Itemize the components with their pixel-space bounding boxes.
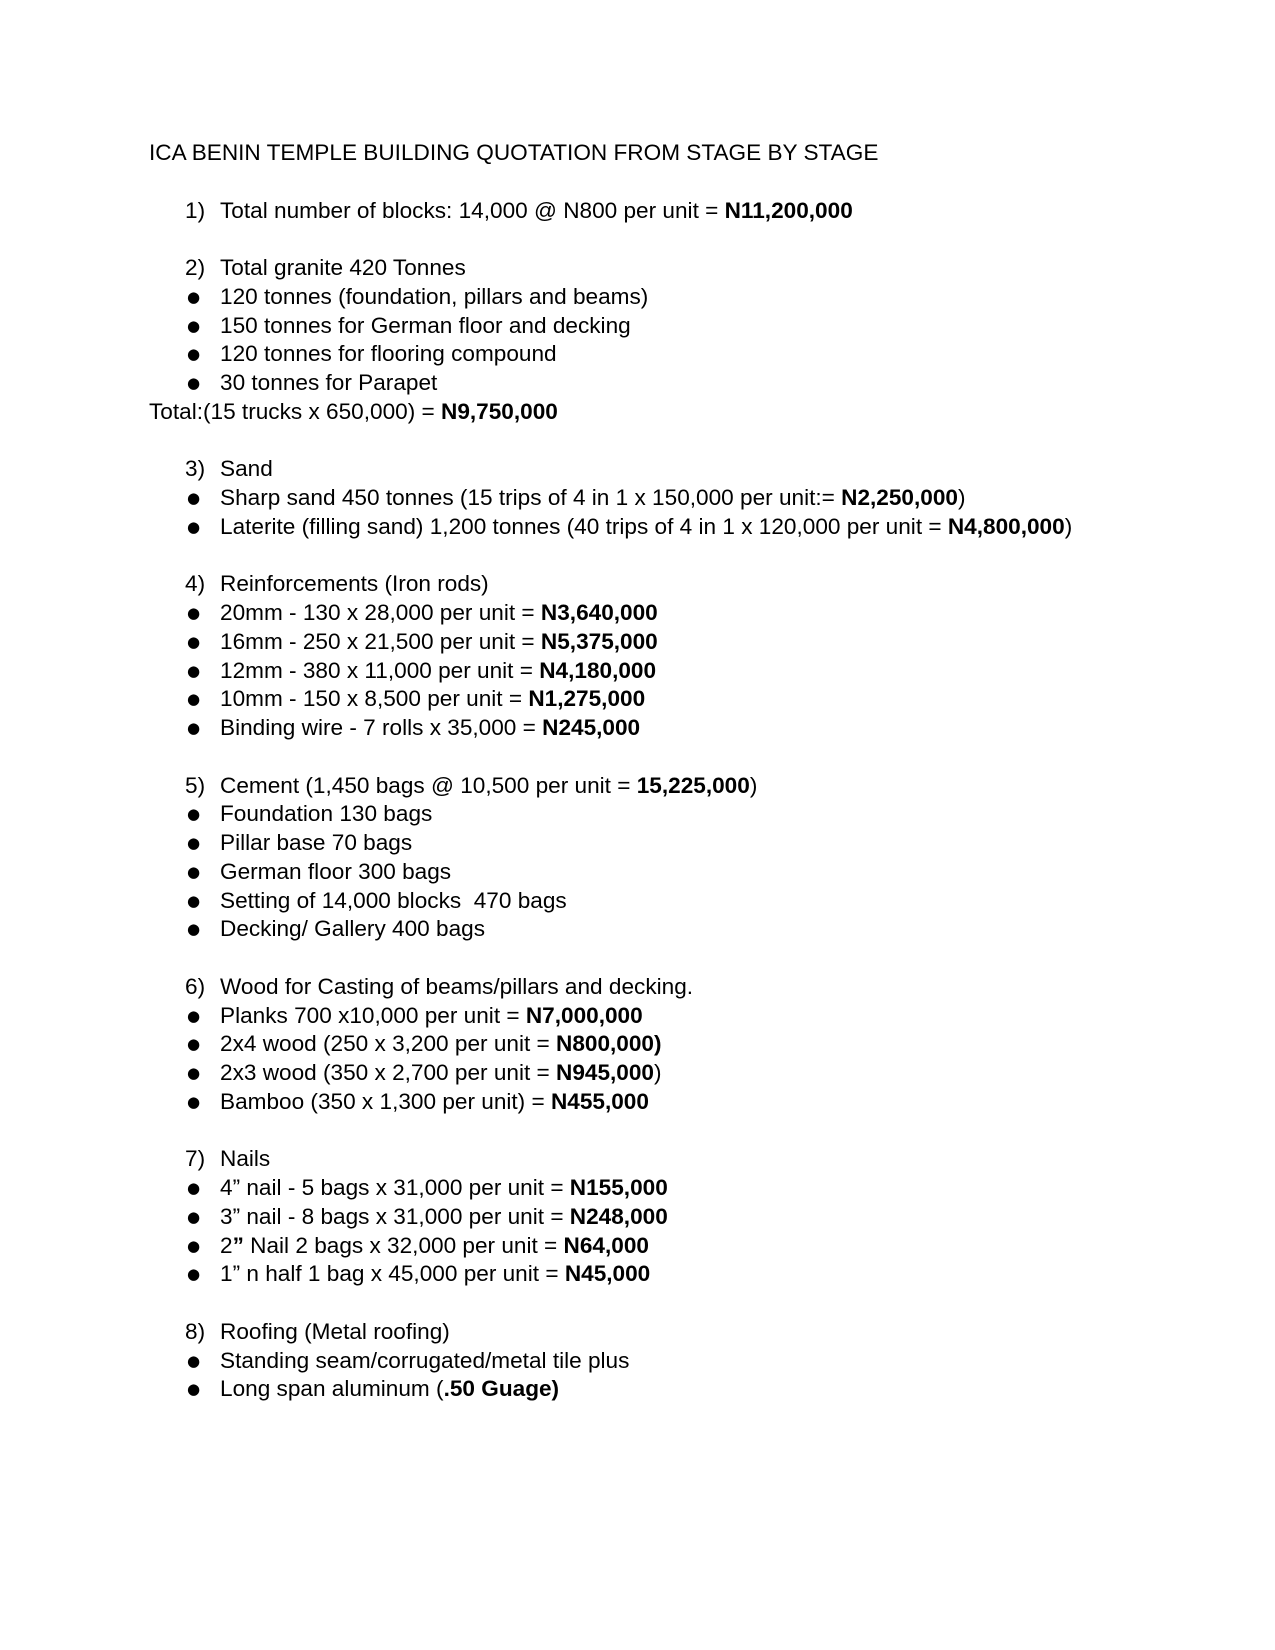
list-item-bullet — [149, 1232, 1215, 1261]
amount-bold-text: N9,750,000 — [441, 398, 558, 424]
list-item-bullet — [149, 340, 1215, 369]
line-text: 16mm - 250 x 21,500 per unit = — [220, 628, 541, 654]
line-text: ) — [654, 1060, 662, 1085]
line-text: 4” nail - 5 bags x 31,000 per unit = — [220, 1175, 570, 1200]
list-item-bullet — [149, 800, 1215, 829]
bullet-icon: ● — [187, 1351, 201, 1370]
section-total-line — [149, 398, 1215, 427]
amount-bold-text: .50 Guage) — [443, 1376, 560, 1402]
list-item-bullet — [149, 887, 1215, 916]
line-text: 120 tonnes (foundation, pillars and beams) — [220, 283, 649, 309]
list-item-numbered — [149, 570, 1215, 599]
list-number: 2) — [185, 255, 206, 280]
list-item-bullet — [149, 714, 1215, 743]
line-text: Reinforcements (Iron rods) — [220, 571, 489, 597]
bullet-icon: ● — [187, 1179, 201, 1197]
line-text: 2x3 wood (350 x 2,700 per unit = — [220, 1060, 556, 1085]
amount-bold-text: N1,275,000 — [528, 686, 646, 712]
document-title: ICA BENIN TEMPLE BUILDING QUOTATION FROM STAGE BY STAGE — [149, 140, 879, 165]
list-item-bullet — [149, 312, 1215, 341]
line-text: Nails — [220, 1146, 271, 1172]
bullet-icon: ● — [187, 891, 201, 910]
list-item-bullet — [149, 1174, 1215, 1203]
amount-bold-text: N11,200,000 — [724, 197, 853, 223]
list-item-numbered — [149, 254, 1215, 283]
line-text: 2 — [220, 1232, 233, 1258]
bullet-icon: ● — [187, 1006, 201, 1025]
list-number: 3) — [185, 456, 206, 482]
list-item-bullet — [149, 283, 1215, 312]
amount-bold-text: N245,000 — [542, 715, 641, 740]
line-text: ) — [749, 772, 758, 798]
amount-bold-text: N4,800,000 — [947, 513, 1065, 539]
bullet-icon: ● — [187, 834, 201, 852]
bullet-icon: ● — [187, 604, 201, 622]
bullet-icon: ● — [187, 1064, 201, 1082]
list-item-bullet — [149, 1030, 1215, 1059]
line-text: Nail 2 bags x 32,000 per unit = — [243, 1232, 564, 1258]
blank-line — [149, 944, 1215, 973]
amount-bold-text: N248,000 — [569, 1203, 668, 1229]
line-text: 1” n half 1 bag x 45,000 per unit = — [220, 1261, 565, 1287]
list-item-bullet — [149, 1059, 1215, 1088]
amount-bold-text: N4,180,000 — [539, 657, 657, 683]
list-item-bullet — [149, 685, 1215, 714]
bullet-icon: ● — [187, 517, 201, 536]
blank-line — [149, 1289, 1215, 1318]
line-text: Standing seam/corrugated/metal tile plus — [220, 1347, 630, 1373]
list-item-bullet — [149, 1203, 1215, 1232]
line-text: Total granite 420 Tonnes — [220, 255, 466, 280]
list-item-bullet — [149, 1088, 1215, 1117]
list-item-bullet — [149, 829, 1215, 858]
bullet-icon: ● — [187, 632, 201, 651]
bullet-icon: ● — [187, 1035, 201, 1054]
list-item-numbered — [149, 197, 1215, 226]
list-item-bullet — [149, 1347, 1215, 1376]
list-item-numbered — [149, 1145, 1215, 1174]
blank-line — [149, 225, 1215, 254]
bullet-icon: ● — [187, 920, 201, 939]
line-text: Long span aluminum ( — [220, 1376, 444, 1402]
bullet-icon: ● — [187, 1236, 201, 1255]
list-number: 5) — [185, 772, 206, 798]
bullet-icon: ● — [187, 316, 201, 335]
line-text: Total number of blocks: 14,000 @ N800 per unit = — [220, 197, 725, 223]
list-item-bullet — [149, 657, 1215, 686]
list-item-bullet — [149, 1375, 1215, 1404]
list-number: 1) — [185, 197, 206, 223]
line-text: ) — [1064, 513, 1073, 539]
line-text: Binding wire - 7 rolls x 35,000 = — [220, 715, 543, 740]
list-item-bullet — [149, 369, 1215, 398]
line-text: Sand — [220, 456, 273, 482]
line-text: Decking/ Gallery 400 bags — [220, 916, 485, 942]
bullet-icon: ● — [187, 345, 201, 364]
amount-bold-text: N2,250,000 — [841, 485, 958, 510]
list-number: 4) — [185, 571, 206, 597]
amount-bold-text: N455,000 — [550, 1088, 649, 1114]
bullet-icon: ● — [187, 1092, 201, 1111]
line-text: German floor 300 bags — [220, 858, 452, 884]
bullet-icon: ● — [187, 374, 201, 392]
list-item-bullet — [149, 484, 1215, 513]
bullet-icon: ● — [187, 1265, 201, 1284]
bullet-icon: ● — [187, 1207, 201, 1226]
line-text: 20mm - 130 x 28,000 per unit = — [220, 600, 541, 625]
amount-bold-text: 15,225,000 — [636, 772, 750, 798]
line-text: Roofing (Metal roofing) — [220, 1318, 450, 1344]
list-item-numbered — [149, 1318, 1215, 1347]
list-item-bullet — [149, 628, 1215, 657]
line-text: Sharp sand 450 tonnes (15 trips of 4 in 1 x 150,000 per unit:= — [220, 485, 842, 510]
amount-bold-text: N5,375,000 — [540, 628, 658, 654]
line-text: Laterite (filling sand) 1,200 tonnes (40 trips of 4 in 1 x 120,000 per unit = — [220, 513, 948, 539]
line-text: Cement (1,450 bags @ 10,500 per unit = — [220, 772, 637, 798]
line-text: Total:(15 trucks x 650,000) = — [149, 398, 441, 424]
list-number: 8) — [185, 1318, 206, 1344]
line-text: 10mm - 150 x 8,500 per unit = — [220, 686, 529, 712]
blank-line — [149, 542, 1215, 571]
line-text: 12mm - 380 x 11,000 per unit = — [220, 657, 540, 683]
amount-bold-text: N945,000 — [556, 1060, 654, 1085]
amount-bold-text: N155,000 — [569, 1175, 668, 1200]
line-text: Bamboo (350 x 1,300 per unit) = — [220, 1088, 551, 1114]
line-text: Foundation 130 bags — [220, 801, 433, 827]
list-item-numbered — [149, 455, 1215, 484]
list-item-bullet — [149, 513, 1215, 542]
line-text: 150 tonnes for German floor and decking — [220, 312, 631, 338]
blank-line — [149, 168, 1215, 197]
list-item-bullet — [149, 599, 1215, 628]
amount-bold-text: N800,000) — [556, 1031, 662, 1057]
document-body — [149, 168, 1215, 1404]
bullet-icon: ● — [187, 805, 201, 824]
bullet-icon: ● — [187, 287, 201, 306]
line-text: Planks 700 x10,000 per unit = — [220, 1002, 526, 1028]
blank-line — [149, 743, 1215, 772]
list-number: 7) — [185, 1146, 206, 1172]
blank-line — [149, 427, 1215, 456]
blank-line — [149, 1117, 1215, 1146]
line-text: Pillar base 70 bags — [220, 830, 413, 855]
bullet-icon: ● — [187, 1380, 201, 1399]
bullet-icon: ● — [187, 862, 201, 881]
bullet-icon: ● — [187, 661, 201, 680]
line-text: 2x4 wood (250 x 3,200 per unit = — [220, 1031, 556, 1057]
list-item-bullet — [149, 1260, 1215, 1289]
line-text: ) — [957, 485, 966, 510]
list-item-bullet — [149, 858, 1215, 887]
line-text: 30 tonnes for Parapet — [220, 370, 438, 395]
line-text: 3” nail - 8 bags x 31,000 per unit = — [220, 1203, 570, 1229]
list-item-bullet — [149, 1002, 1215, 1031]
list-number: 6) — [185, 973, 206, 999]
line-text: 120 tonnes for flooring compound — [220, 341, 557, 367]
amount-bold-text: N7,000,000 — [525, 1002, 643, 1028]
list-item-bullet — [149, 915, 1215, 944]
bullet-icon: ● — [187, 690, 201, 709]
amount-bold-text: N45,000 — [564, 1261, 651, 1287]
line-text: Wood for Casting of beams/pillars and decking. — [220, 973, 694, 999]
amount-bold-text: ” — [232, 1232, 244, 1258]
line-text: Setting of 14,000 blocks 470 bags — [220, 887, 567, 913]
amount-bold-text: N64,000 — [563, 1232, 649, 1258]
bullet-icon: ● — [187, 719, 201, 737]
list-item-numbered — [149, 772, 1215, 801]
bullet-icon: ● — [187, 489, 201, 507]
list-item-numbered — [149, 973, 1215, 1002]
amount-bold-text: N3,640,000 — [540, 600, 658, 625]
